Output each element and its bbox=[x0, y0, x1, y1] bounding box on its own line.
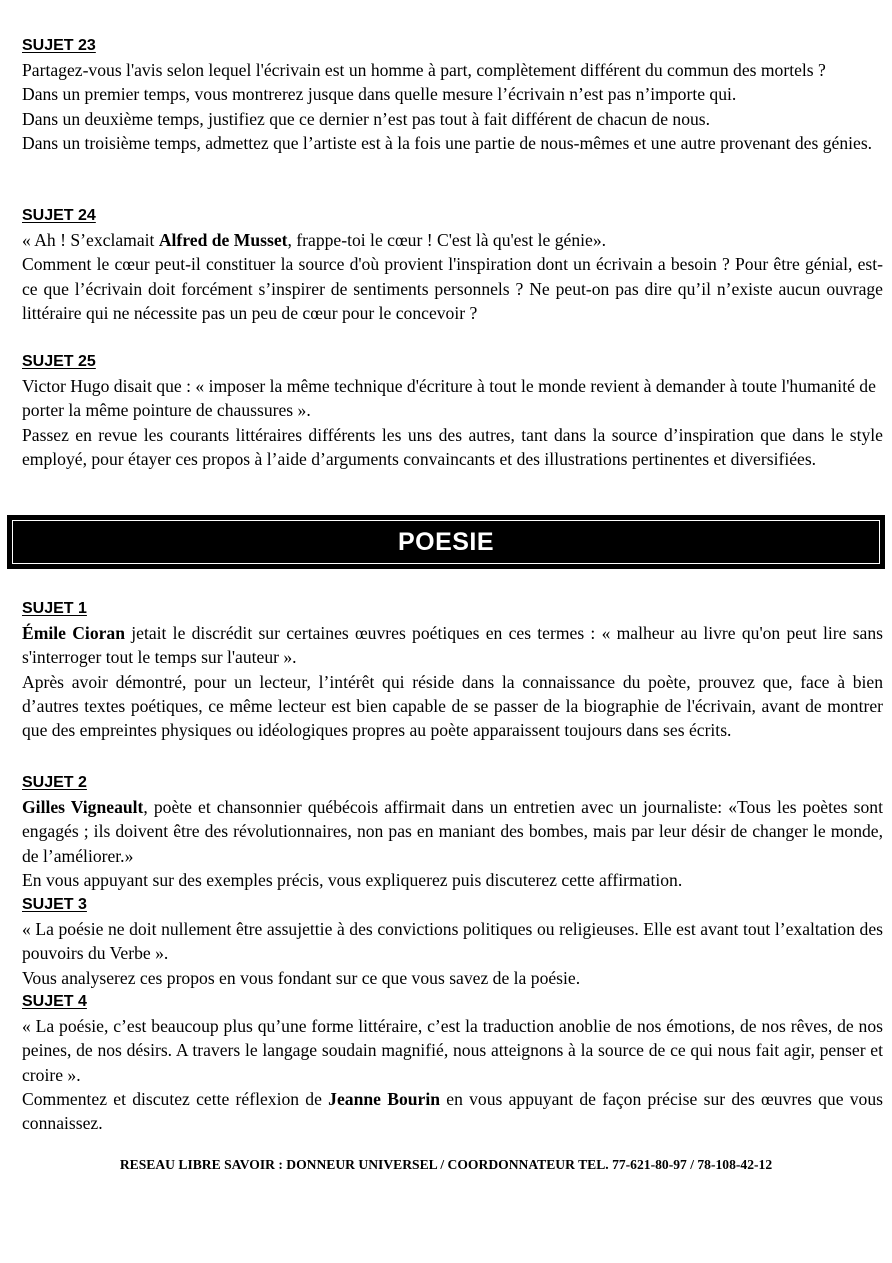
subject-instruction: Dans un deuxième temps, justifiez que ce dernier n’est pas tout à fait différent de chacun de nous. bbox=[22, 108, 711, 129]
subject-quote: « Ah ! S’exclamait Alfred de Musset, frappe-toi le cœur ! C'est là qu'est le génie». bbox=[22, 230, 607, 250]
subject-body: Comment le cœur peut-il constituer la source d'où provient l'inspiration dont un écrivain a besoin ? Pour être génial, est-ce que l’écrivain doit forcément s’inspirer de sentiments personnels ? Ne peut-on pas dire qu’il n’existe aucun ouvrage littéraire qui ne nécessite pas un peu de cœur pour le concevoir ? bbox=[22, 254, 883, 323]
author-name: Jeanne Bourin bbox=[328, 1088, 441, 1109]
subject-heading: SUJET 25 bbox=[22, 353, 96, 370]
author-name: Alfred de Musset bbox=[158, 230, 288, 250]
subject-quote: Gilles Vigneault, poète et chansonnier québécois affirmait dans un entretien avec un journaliste: «Tous les poètes sont engagés ; ils doivent être des révolutionnaires, non pas en maniant des bombes, mais par leur désir de changer le monde, de l’améliorer.» bbox=[22, 797, 883, 866]
subject-23 bbox=[22, 34, 883, 155]
poetry-subject-1 bbox=[22, 597, 883, 742]
subject-25 bbox=[22, 350, 883, 471]
section-title: POESIE bbox=[397, 527, 495, 556]
poetry-subject-4 bbox=[22, 990, 883, 1135]
section-banner bbox=[7, 515, 885, 569]
poetry-subject-3 bbox=[22, 893, 883, 990]
subject-heading: SUJET 4 bbox=[22, 993, 87, 1010]
subject-instruction: Dans un troisième temps, admettez que l’artiste est à la fois une partie de nous-mêmes et une autre provenant des génies. bbox=[22, 132, 873, 153]
subject-quote: « La poésie, c’est beaucoup plus qu’une forme littéraire, c’est la traduction anoblie de nos émotions, de nos rêves, de nos peines, de nos désirs. A travers le langage soudain magnifié, nous atteignons à la source de ce qui nous fait agir, penser et croire ». bbox=[22, 1016, 883, 1085]
subject-body: Passez en revue les courants littéraires différents les uns des autres, tant dans la source d’inspiration que dans le style employé, pour étayer ces propos à l’aide d’arguments convaincants et des illustrations pertinentes et diversifiées. bbox=[22, 424, 883, 469]
subject-heading: SUJET 23 bbox=[22, 37, 96, 54]
subject-heading: SUJET 3 bbox=[22, 896, 87, 913]
subject-body: Après avoir démontré, pour un lecteur, l’intérêt qui réside dans la connaissance du poète, prouvez que, face à bien d’autres textes poétiques, ce même lecteur est bien capable de se passer de la biographie de l'écrivain, avant de montrer que des empreintes physiques ou idéologiques propres au poète apparaissent toujours dans ses écrits. bbox=[22, 671, 883, 741]
subject-quote: Victor Hugo disait que : « imposer la même technique d'écriture à tout le monde revient à demander à toute l'humanité de porter la même pointure de chaussures ». bbox=[22, 376, 876, 421]
subject-body: Vous analyserez ces propos en vous fondant sur ce que vous savez de la poésie. bbox=[22, 967, 581, 988]
subject-quote: « La poésie ne doit nullement être assujettie à des convictions politiques ou religieuses. Elle est avant tout l’exaltation des pouvoirs du Verbe ». bbox=[22, 919, 883, 964]
subject-instruction: Dans un premier temps, vous montrerez jusque dans quelle mesure l’écrivain n’est pas n’importe qui. bbox=[22, 84, 737, 105]
subject-24 bbox=[22, 204, 883, 325]
author-name: Gilles Vigneault bbox=[22, 797, 144, 817]
subject-body: Commentez et discutez cette réflexion de Jeanne Bourin en vous appuyant de façon précise sur des œuvres que vous connaissez. bbox=[22, 1088, 884, 1134]
page-footer: RESEAU LIBRE SAVOIR : DONNEUR UNIVERSEL / COORDONNATEUR TEL. 77-621-80-97 / 78-108-42-12 bbox=[119, 1157, 773, 1172]
subject-heading: SUJET 1 bbox=[22, 600, 87, 617]
banner-frame bbox=[12, 520, 880, 564]
subject-heading: SUJET 2 bbox=[22, 774, 87, 791]
subject-question: Partagez-vous l'avis selon lequel l'écrivain est un homme à part, complètement différent du commun des mortels ? bbox=[22, 60, 826, 80]
subject-quote: Émile Cioran jetait le discrédit sur certaines œuvres poétiques en ces termes : « malheur au livre qu'on peut lire sans s'interroger tout le temps sur l'auteur ». bbox=[22, 623, 883, 668]
author-name: Émile Cioran bbox=[22, 623, 126, 643]
subject-body: En vous appuyant sur des exemples précis, vous expliquerez puis discuterez cette affirmation. bbox=[22, 869, 683, 890]
subject-heading: SUJET 24 bbox=[22, 207, 96, 224]
poetry-subject-2 bbox=[22, 771, 883, 892]
